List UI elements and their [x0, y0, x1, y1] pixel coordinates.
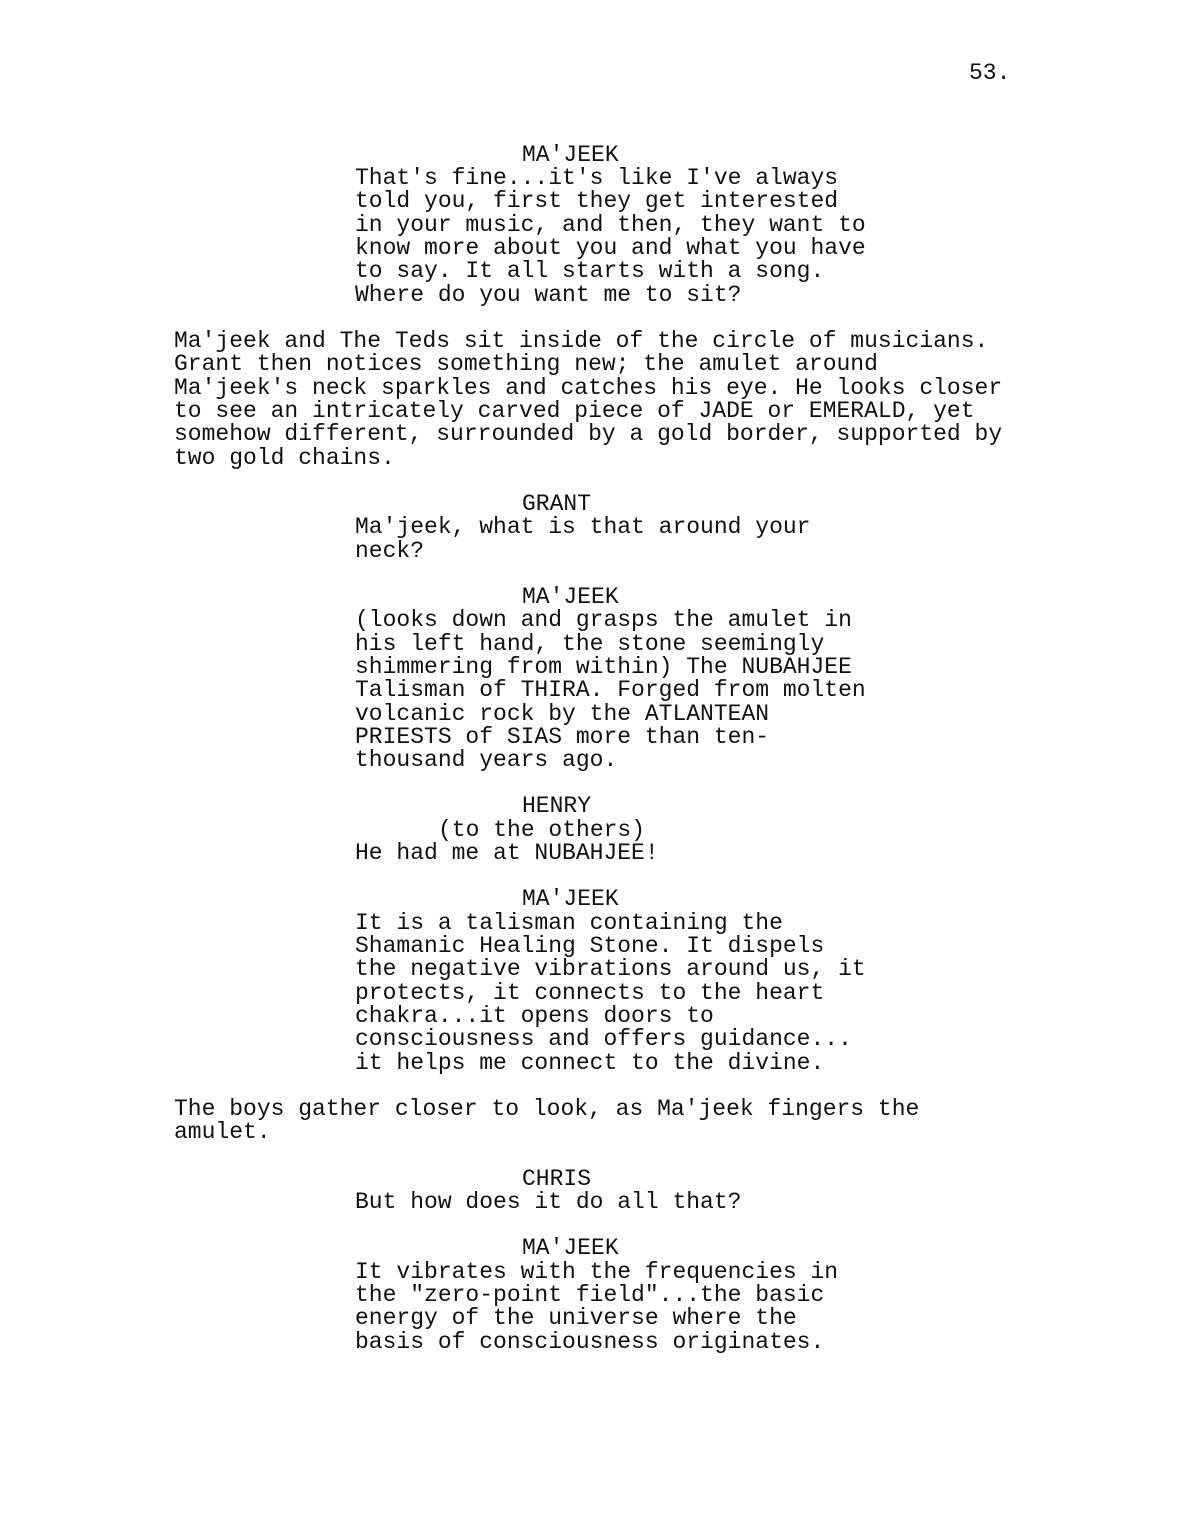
dialogue-line: consciousness and offers guidance...	[355, 1026, 852, 1052]
dialogue-line: That's fine...it's like I've always	[355, 165, 839, 191]
parenthetical: (to the others)	[438, 817, 646, 843]
dialogue-line: the negative vibrations around us, it	[355, 956, 866, 982]
dialogue-line: the "zero-point field"...the basic	[355, 1282, 825, 1308]
dialogue-line: shimmering from within) The NUBAHJEE	[355, 654, 852, 680]
action-line: Grant then notices something new; the amulet around	[174, 351, 878, 377]
action-line: Ma'jeek and The Teds sit inside of the circle of musicians.	[174, 328, 989, 354]
dialogue-line: Shamanic Healing Stone. It dispels	[355, 933, 825, 959]
character-name: MA'JEEK	[522, 1235, 619, 1261]
dialogue-line: his left hand, the stone seemingly	[355, 631, 825, 657]
action-line: Ma'jeek's neck sparkles and catches his eye. He looks closer	[174, 375, 1003, 401]
dialogue-line: told you, first they get interested	[355, 188, 839, 214]
dialogue-line: neck?	[355, 538, 425, 564]
dialogue-line: Where do you want me to sit?	[355, 282, 742, 308]
character-name: CHRIS	[522, 1166, 592, 1192]
action-line: The boys gather closer to look, as Ma'jeek fingers the	[174, 1096, 920, 1122]
page-number: 53.	[969, 60, 1011, 86]
dialogue-line: Ma'jeek, what is that around your	[355, 514, 811, 540]
character-name: MA'JEEK	[522, 584, 619, 610]
character-name: HENRY	[522, 793, 592, 819]
character-name: MA'JEEK	[522, 886, 619, 912]
dialogue-line: He had me at NUBAHJEE!	[355, 840, 659, 866]
dialogue-line: But how does it do all that?	[355, 1189, 742, 1215]
dialogue-line: energy of the universe where the	[355, 1305, 797, 1331]
action-line: somehow different, surrounded by a gold border, supported by	[174, 421, 1003, 447]
dialogue-line: protects, it connects to the heart	[355, 980, 825, 1006]
character-name: GRANT	[522, 491, 592, 517]
dialogue-line: volcanic rock by the ATLANTEAN	[355, 701, 770, 727]
dialogue-line: (looks down and grasps the amulet in	[355, 607, 852, 633]
action-line: amulet.	[174, 1119, 271, 1145]
dialogue-line: thousand years ago.	[355, 747, 618, 773]
dialogue-line: in your music, and then, they want to	[355, 212, 866, 238]
dialogue-line: it helps me connect to the divine.	[355, 1050, 825, 1076]
dialogue-line: to say. It all starts with a song.	[355, 258, 825, 284]
dialogue-line: know more about you and what you have	[355, 235, 866, 261]
dialogue-line: It is a talisman containing the	[355, 910, 783, 936]
dialogue-line: chakra...it opens doors to	[355, 1003, 714, 1029]
dialogue-line: basis of consciousness originates.	[355, 1329, 825, 1355]
action-line: to see an intricately carved piece of JADE or EMERALD, yet	[174, 398, 975, 424]
dialogue-line: PRIESTS of SIAS more than ten-	[355, 724, 770, 750]
dialogue-line: It vibrates with the frequencies in	[355, 1259, 839, 1285]
dialogue-line: Talisman of THIRA. Forged from molten	[355, 677, 866, 703]
character-name: MA'JEEK	[522, 142, 619, 168]
action-line: two gold chains.	[174, 445, 395, 471]
